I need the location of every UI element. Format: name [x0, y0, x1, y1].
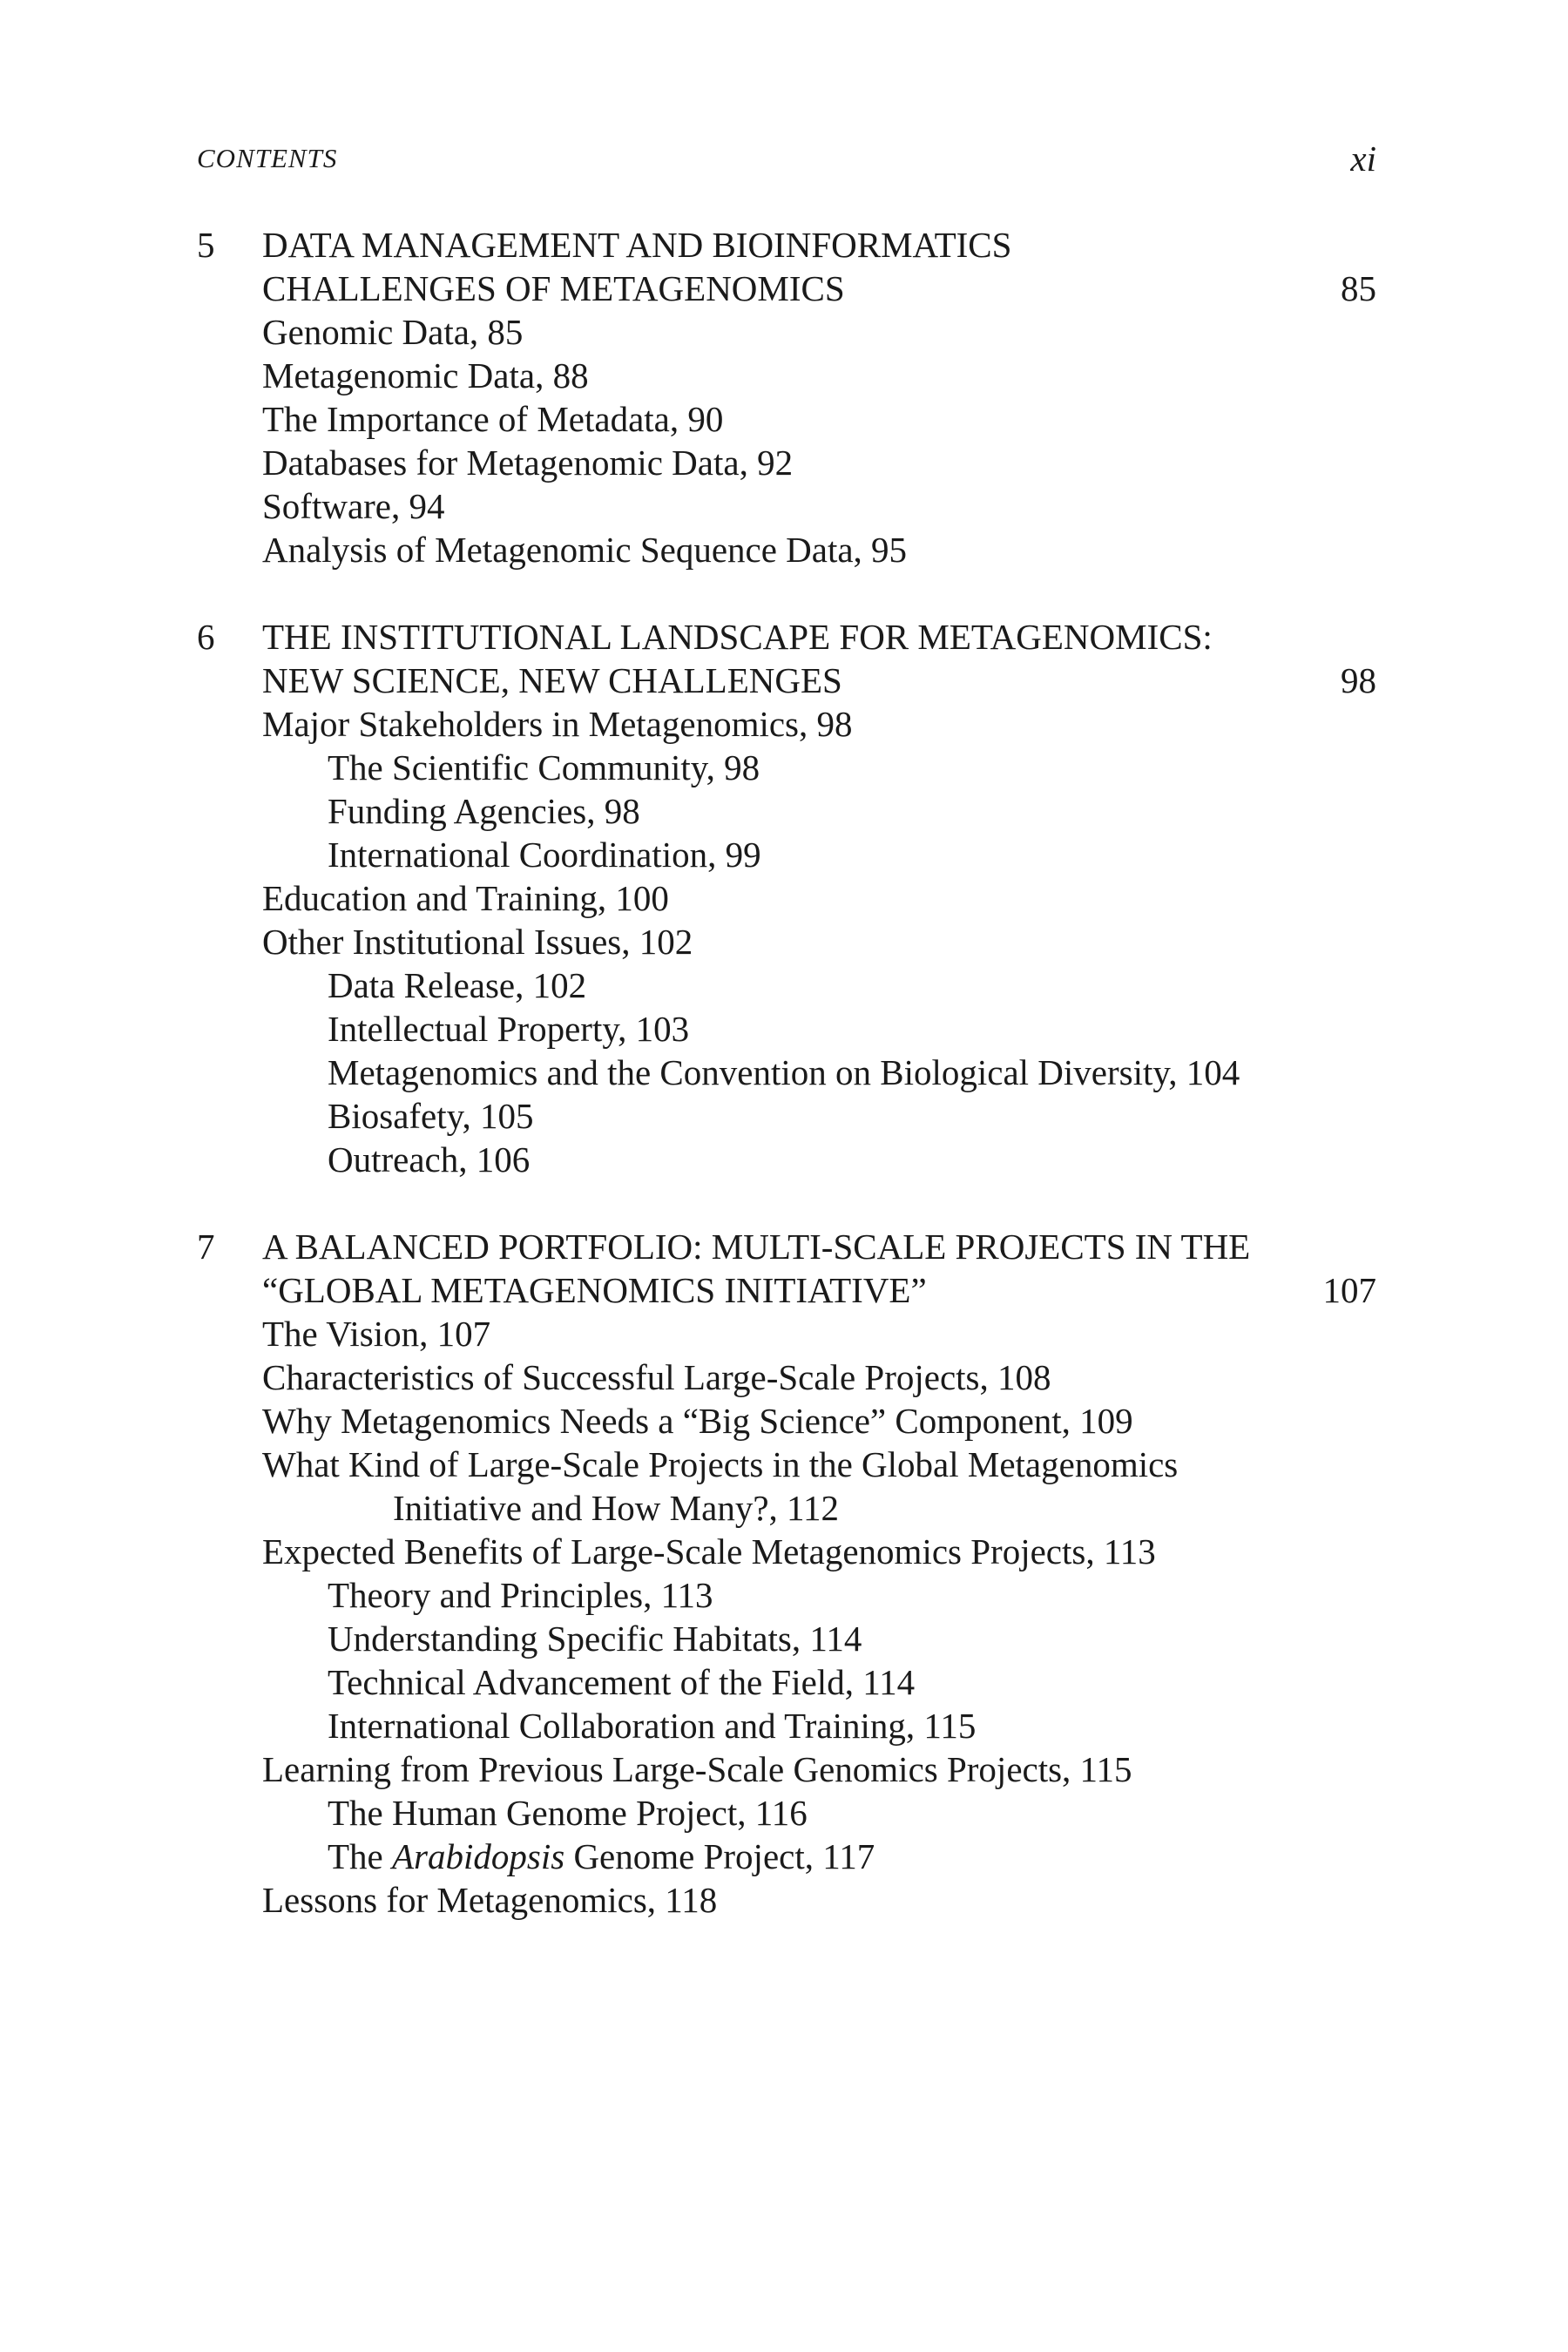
- toc-entry: [197, 354, 1376, 397]
- subsection-entry: Metagenomics and the Convention on Biological Diversity, 104: [328, 1052, 1240, 1092]
- subsection-entry: Theory and Principles, 113: [328, 1575, 713, 1615]
- subsection-entry: The Scientific Community, 98: [328, 747, 760, 787]
- subsection-entry: Outreach, 106: [328, 1139, 531, 1179]
- chapter-page-number: 107: [1322, 1270, 1376, 1310]
- toc-entry: [197, 1791, 1376, 1835]
- section-entry: Expected Benefits of Large-Scale Metagenomics Projects, 113: [262, 1531, 1156, 1571]
- section-entry: Software, 94: [262, 486, 445, 526]
- chapter-title: THE INSTITUTIONAL LANDSCAPE FOR METAGENOMICS:: [262, 617, 1213, 657]
- running-head: [197, 138, 1376, 181]
- section-entry: What Kind of Large-Scale Projects in the Global Metagenomics: [262, 1444, 1179, 1484]
- toc-entry: [197, 1007, 1376, 1051]
- chapter-heading-line-1: [197, 223, 1376, 267]
- toc-entry: [197, 528, 1376, 571]
- running-head-title: CONTENTS: [197, 143, 338, 173]
- section-entry: Why Metagenomics Needs a “Big Science” Component, 109: [262, 1401, 1133, 1441]
- toc-entry: [197, 789, 1376, 833]
- table-of-contents: [197, 223, 1376, 1965]
- subsection-entry: Understanding Specific Habitats, 114: [328, 1619, 862, 1659]
- chapter-5: [197, 223, 1376, 571]
- chapter-heading-line-2: [197, 267, 1376, 310]
- toc-entry: [197, 833, 1376, 876]
- section-entry: Education and Training, 100: [262, 878, 669, 918]
- subsection-entry: International Coordination, 99: [328, 835, 761, 875]
- chapter-number: 5: [197, 225, 215, 265]
- section-entry: Genomic Data, 85: [262, 312, 524, 352]
- section-entry-continuation: Initiative and How Many?, 112: [393, 1488, 839, 1528]
- chapter-page-number: 85: [1341, 268, 1376, 308]
- toc-entry: [197, 1573, 1376, 1617]
- toc-entry: [197, 1051, 1376, 1094]
- section-entry: Learning from Previous Large-Scale Genomics Projects, 115: [262, 1749, 1132, 1789]
- chapter-heading-line-1: [197, 615, 1376, 659]
- section-entry: Lessons for Metagenomics, 118: [262, 1880, 718, 1920]
- chapter-title: CHALLENGES OF METAGENOMICS: [262, 268, 845, 308]
- section-entry: Characteristics of Successful Large-Scale Projects, 108: [262, 1357, 1051, 1397]
- section-entry: The Importance of Metadata, 90: [262, 399, 724, 439]
- toc-entry: [197, 397, 1376, 441]
- toc-entry: [197, 920, 1376, 963]
- section-entry: Major Stakeholders in Metagenomics, 98: [262, 704, 853, 744]
- subsection-entry: Funding Agencies, 98: [328, 791, 640, 831]
- toc-entry: [197, 876, 1376, 920]
- toc-entry: [197, 1355, 1376, 1399]
- toc-entry: [197, 1399, 1376, 1443]
- chapter-page-number: 98: [1341, 660, 1376, 700]
- toc-entry: [197, 1312, 1376, 1355]
- subsection-entry: Biosafety, 105: [328, 1096, 534, 1136]
- entry-text: The: [328, 1836, 392, 1876]
- section-entry: The Vision, 107: [262, 1314, 491, 1354]
- chapter-heading-line-1: [197, 1225, 1376, 1268]
- page-number: xi: [1350, 139, 1376, 179]
- chapter-number: 6: [197, 617, 215, 657]
- section-entry: Analysis of Metagenomic Sequence Data, 95: [262, 530, 908, 570]
- toc-entry: [197, 1878, 1376, 1922]
- toc-entry: [197, 702, 1376, 746]
- toc-entry: [197, 310, 1376, 354]
- toc-entry: [197, 441, 1376, 484]
- chapter-number: 7: [197, 1227, 215, 1267]
- toc-entry: [197, 1094, 1376, 1138]
- toc-entry: [197, 1486, 1376, 1530]
- section-entry: Other Institutional Issues, 102: [262, 922, 693, 962]
- toc-entry: [197, 1747, 1376, 1791]
- toc-entry: [197, 963, 1376, 1007]
- toc-entry: [197, 484, 1376, 528]
- chapter-heading-line-2: [197, 1268, 1376, 1312]
- toc-entry: [197, 1530, 1376, 1573]
- chapter-7: [197, 1225, 1376, 1922]
- toc-entry: [197, 1443, 1376, 1486]
- chapter-title: NEW SCIENCE, NEW CHALLENGES: [262, 660, 842, 700]
- section-entry: Metagenomic Data, 88: [262, 355, 589, 395]
- entry-text: Genome Project, 117: [564, 1836, 875, 1876]
- toc-entry: [197, 1660, 1376, 1704]
- subsection-entry: The Human Genome Project, 116: [328, 1793, 808, 1833]
- toc-entry: [197, 746, 1376, 789]
- toc-entry: [197, 1704, 1376, 1747]
- subsection-entry: [328, 1835, 875, 1878]
- subsection-entry: Technical Advancement of the Field, 114: [328, 1662, 916, 1702]
- subsection-entry: Data Release, 102: [328, 965, 587, 1005]
- chapter-heading-line-2: [197, 659, 1376, 702]
- chapter-title: DATA MANAGEMENT AND BIOINFORMATICS: [262, 225, 1012, 265]
- toc-entry: [197, 1617, 1376, 1660]
- toc-entry: [197, 1138, 1376, 1181]
- chapter-title: “GLOBAL METAGENOMICS INITIATIVE”: [262, 1270, 927, 1310]
- toc-entry: [197, 1835, 1376, 1878]
- subsection-entry: Intellectual Property, 103: [328, 1009, 690, 1049]
- entry-italic-text: Arabidopsis: [392, 1836, 565, 1876]
- subsection-entry: International Collaboration and Training, 115: [328, 1706, 977, 1746]
- chapter-title: A BALANCED PORTFOLIO: MULTI-SCALE PROJECTS IN THE: [262, 1227, 1251, 1267]
- chapter-6: [197, 615, 1376, 1181]
- section-entry: Databases for Metagenomic Data, 92: [262, 443, 794, 483]
